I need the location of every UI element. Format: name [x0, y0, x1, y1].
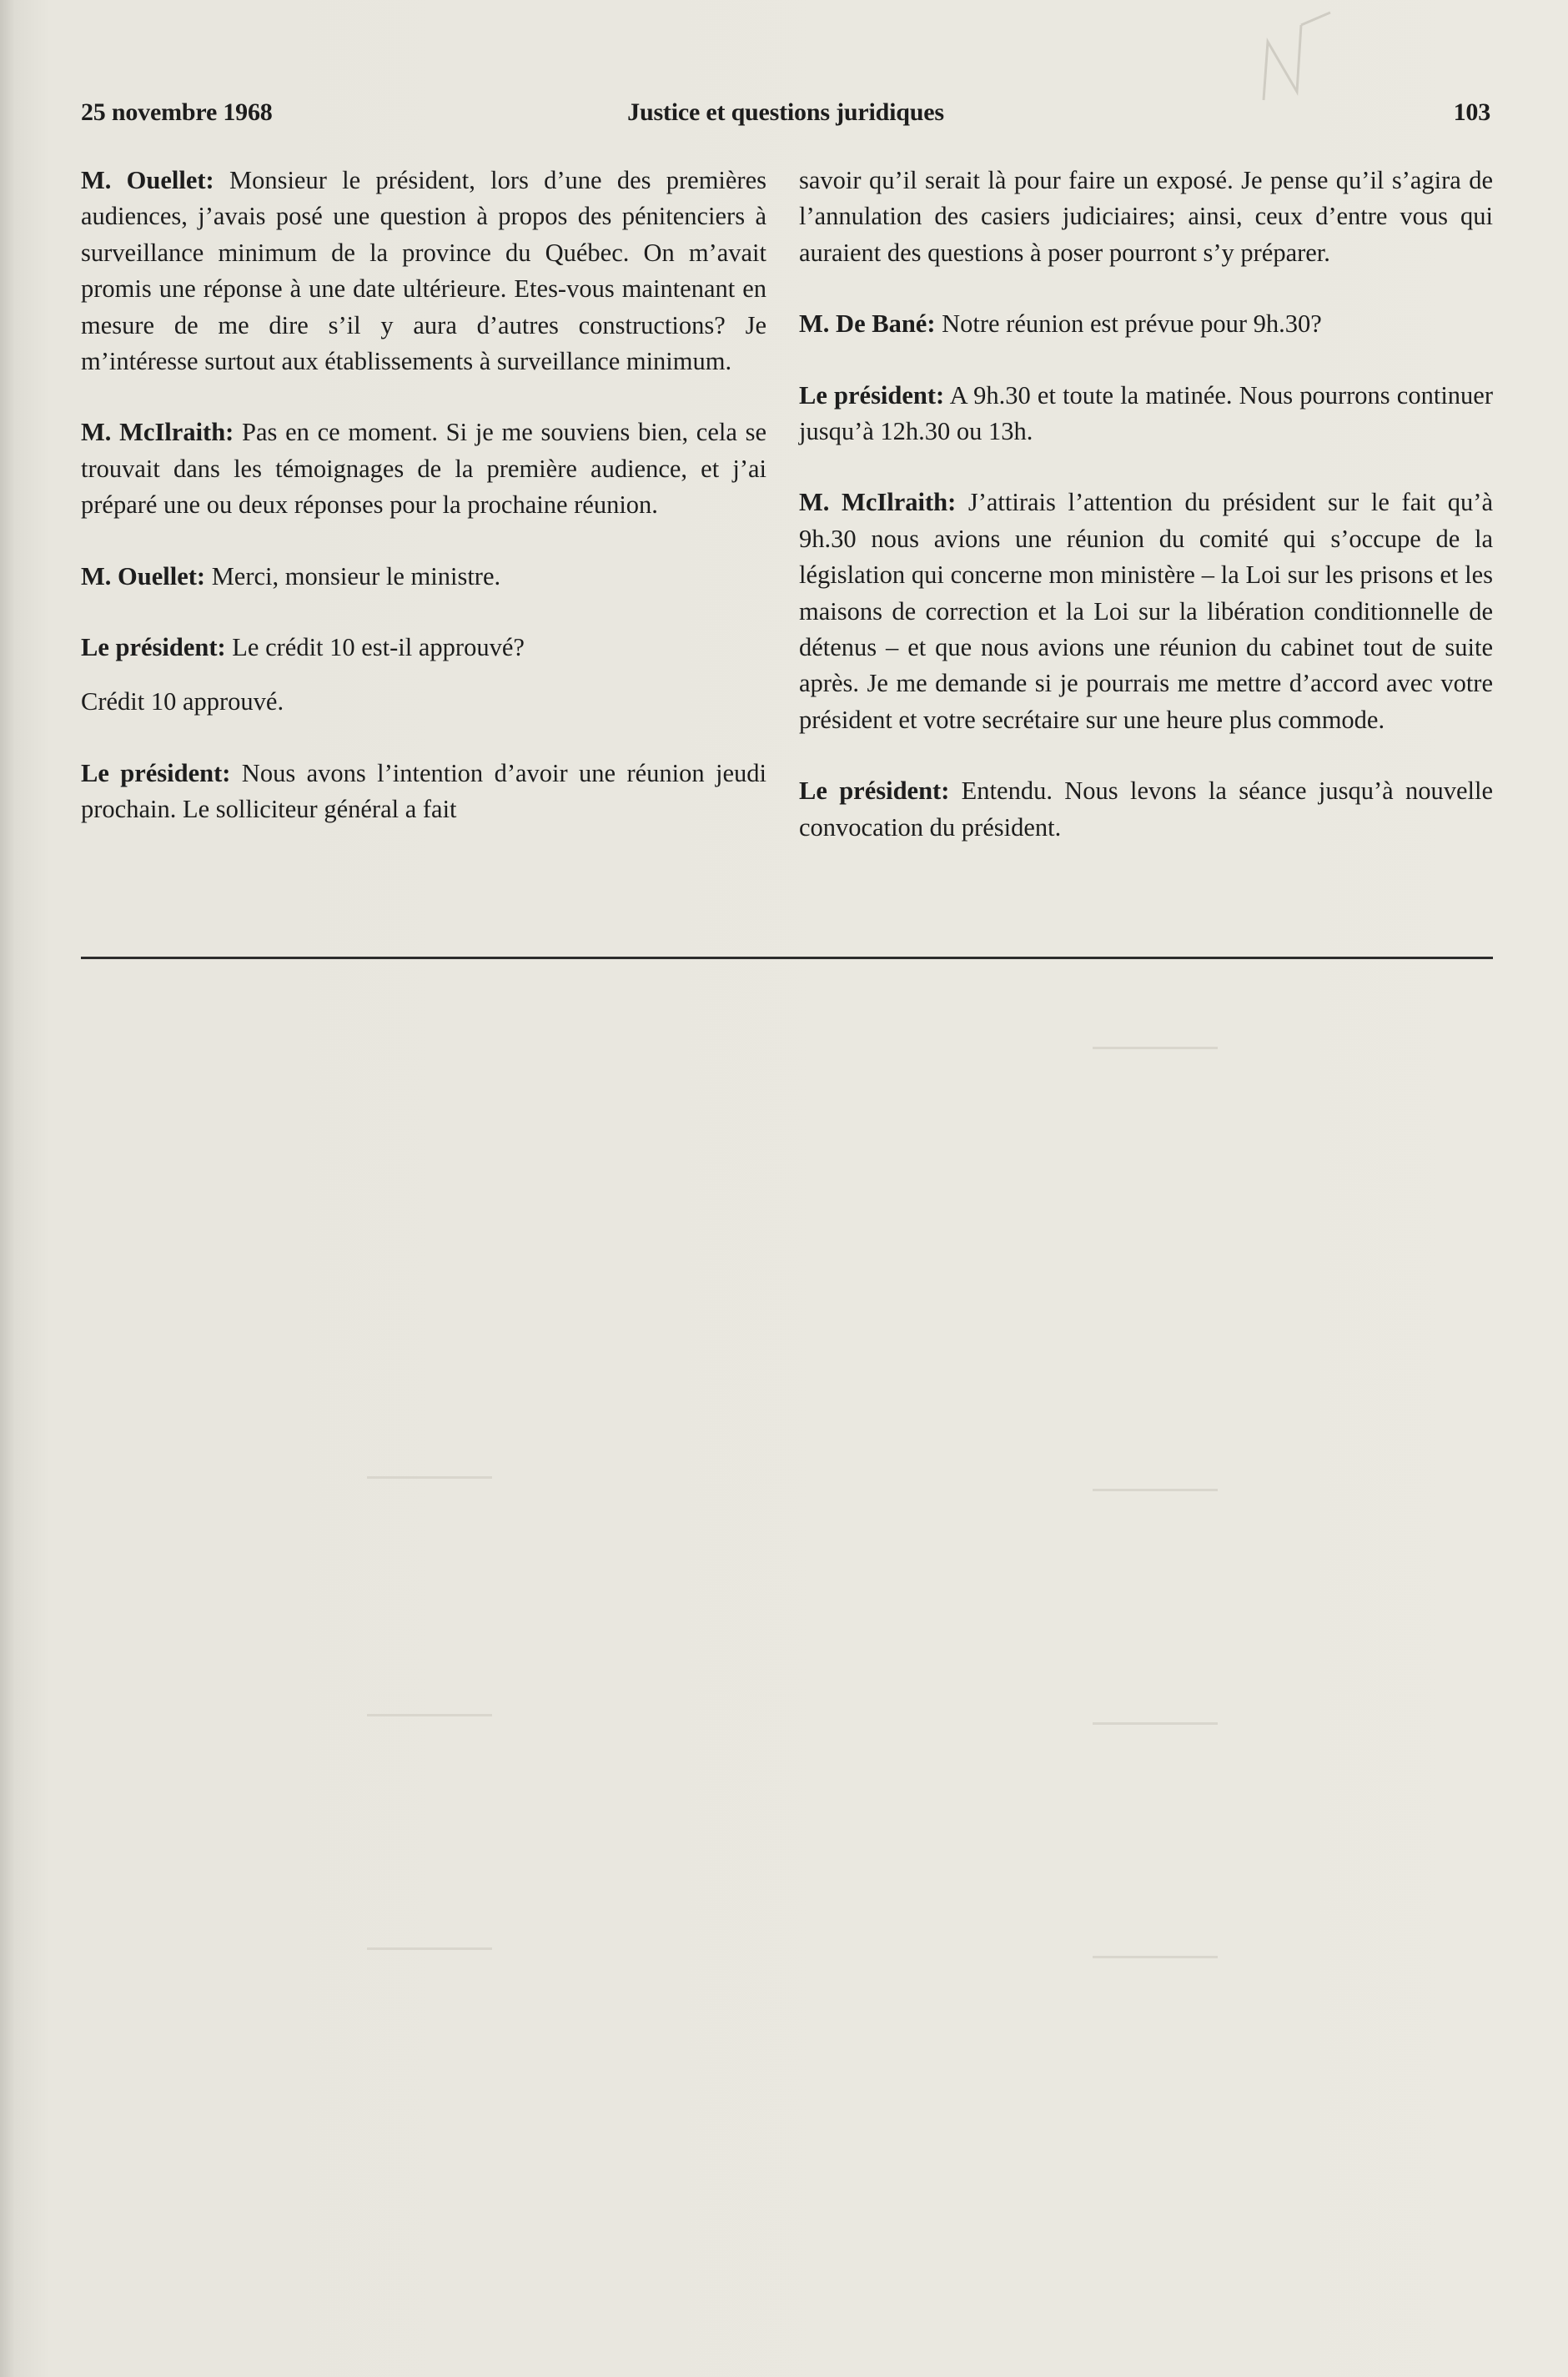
paragraph — [81, 559, 766, 595]
paragraph-text: Le crédit 10 est-il approuvé? — [225, 633, 525, 662]
bleed-rule — [1093, 1047, 1218, 1049]
paragraph-text: savoir qu’il serait là pour faire un exposé. Je pense qu’il s’agira de l’annulation des casiers judiciaires; ainsi, ceux d’entre vous qui auraient des questions à poser pourront s’y préparer. — [799, 166, 1493, 267]
bleed-rule — [367, 1714, 492, 1716]
bleed-rule — [1093, 1956, 1218, 1958]
bleed-rule — [1093, 1722, 1218, 1725]
handwritten-mark — [1251, 8, 1351, 108]
paragraph-text: Pas en ce moment. Si je me souviens bien, cela se trouvait dans les témoignages de la première audience, et j’ai préparé une ou deux réponses pour la prochaine réunion. — [81, 418, 766, 520]
paragraph-text: Crédit 10 approuvé. — [81, 687, 284, 716]
paragraph — [799, 306, 1493, 342]
speaker-name: M. Ouellet: — [81, 166, 214, 194]
bleed-rule — [367, 1476, 492, 1479]
paragraph-text: Nous avons l’intention d’avoir une réunion jeudi prochain. Le solliciteur général a fait — [81, 758, 766, 824]
paragraph — [81, 630, 766, 666]
bleed-rule — [1093, 1489, 1218, 1491]
paragraph — [81, 163, 766, 379]
bleed-rule — [367, 1947, 492, 1950]
paragraph — [799, 485, 1493, 738]
page-number: 103 — [1453, 98, 1490, 126]
speaker-name: Le président: — [81, 633, 226, 662]
section-end-rule — [81, 957, 1493, 959]
running-header — [81, 98, 1490, 135]
speaker-name: Le président: — [799, 380, 945, 410]
left-column — [81, 163, 766, 863]
paragraph-text: A 9h.30 et toute la matinée. Nous pourrons continuer jusqu’à 12h.30 ou 13h. — [799, 380, 1493, 446]
paragraph-text: Monsieur le président, lors d’une des premières audiences, j’avais posé une question à propos des pénitenciers à surveillance minimum de la province du Québec. On m’avait promis une réponse à une date ultérieure. Etes-vous maintenant en mesure de me dire s’il y aura d’autres constructions? Je m’intéresse surtout aux établissements à surveillance minimum. — [81, 166, 766, 376]
paragraph — [81, 684, 766, 720]
paragraph-text: Merci, monsieur le ministre. — [205, 561, 501, 590]
paragraph-text: J’attirais l’attention du président sur le fait qu’à 9h.30 nous avions une réunion du comité qui s’occupe de la législation qui concerne mon ministère – la Loi sur les prisons et les maisons de correction et la Loi sur la libération conditionnelle de détenus – et que nous avions une réunion du cabinet tout de suite après. Je me demande si je pourrais me mettre d’accord avec votre président et votre secrétaire sur une heure plus commode. — [799, 488, 1494, 734]
paragraph — [81, 756, 766, 828]
speaker-name: M. McIlraith: — [799, 488, 957, 517]
speaker-name: Le président: — [799, 776, 950, 806]
paragraph-text: Notre réunion est prévue pour 9h.30? — [935, 309, 1322, 339]
paragraph — [799, 773, 1493, 846]
speaker-name: M. McIlraith: — [81, 418, 234, 447]
paragraph — [799, 378, 1493, 450]
speaker-name: M. Ouellet: — [81, 561, 206, 590]
header-date: 25 novembre 1968 — [81, 98, 273, 126]
header-title: Justice et questions juridiques — [627, 98, 944, 126]
speaker-name: Le président: — [81, 758, 231, 787]
paragraph — [81, 415, 766, 523]
right-column — [799, 163, 1493, 881]
paragraph-text: Entendu. Nous levons la séance jusqu’à nouvelle convocation du président. — [799, 776, 1493, 842]
paragraph — [799, 163, 1493, 271]
speaker-name: M. De Bané: — [799, 309, 936, 339]
